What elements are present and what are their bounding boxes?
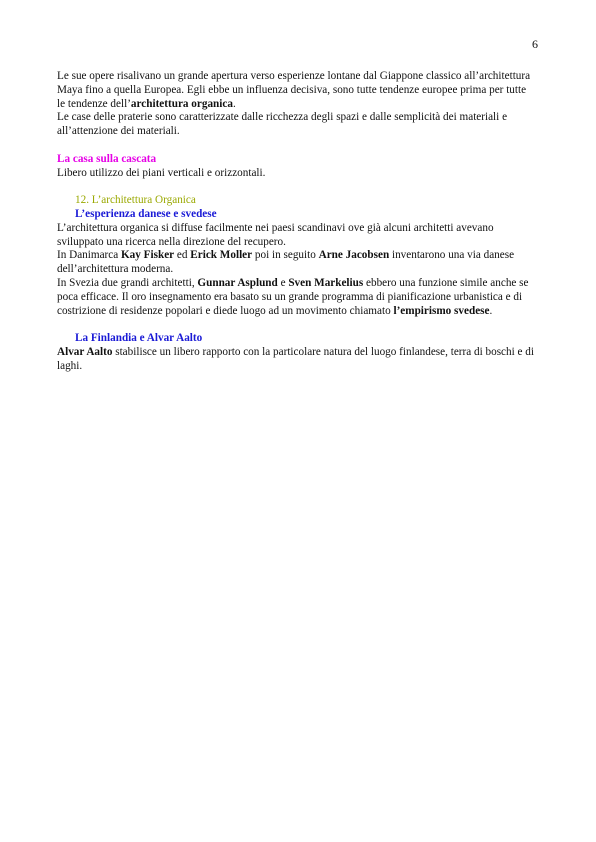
heading-finlandia-aalto: La Finlandia e Alvar Aalto [75,332,203,345]
text-run: In Svezia due grandi architetti, [57,276,198,289]
bold-term: architettura organica [130,97,233,110]
paragraph-svezia [57,277,535,318]
text-run: ed [174,249,191,262]
document-body [57,70,535,374]
text-run: inventarono una via danese dell’architettura moderna. [57,249,515,276]
paragraph-opere [57,70,535,111]
section-title: 12. L’architettura Organica [75,194,196,207]
page-number: 6 [532,37,538,51]
architect-name: Gunnar Asplund [197,276,278,289]
text-run: ebbero una funzione simile anche se poca efficace. Il oro insegnamento era basato su un grande programma di pianificazione urbanistica e di costrizione di residenze popolari e diede luogo ad un movimento chiamato [57,276,529,317]
architect-name: Sven Markelius [288,276,364,289]
architect-name: Erick Moller [190,249,253,262]
spacer [57,139,535,153]
bold-term: l’empirismo svedese [393,304,490,317]
text-run: In Danimarca [57,249,121,262]
heading-casa-cascata: La casa sulla cascata [57,152,157,165]
paragraph-danimarca [57,249,535,277]
text-run: poi in seguito [252,249,319,262]
architect-name: Alvar Aalto [57,345,113,358]
text-run: . [489,304,493,317]
text-run: Le sue opere risalivano un grande apertura verso esperienze lontane dal Giappone classico all’architettura Maya fino a quella Europea. Egli ebbe un influenza decisiva, sono tutte tendenze europee prima per tutte le tendenze dell’ [57,70,531,110]
architect-name: Kay Fisker [120,249,175,262]
text-run: stabilisce un libero rapporto con la particolare natura del luogo finlandese, terra di boschi e di laghi. [57,345,534,372]
spacer [57,180,535,194]
architect-name: Arne Jacobsen [318,249,390,262]
spacer [57,318,535,332]
text-run: e [277,276,289,289]
paragraph-aalto [57,346,535,374]
heading-danese-svedese: L’esperienza danese e svedese [75,207,217,220]
paragraph-praterie: Le case delle praterie sono caratterizzate dalle ricchezza degli spazi e dalle semplicità dei materiali e all’attenzione dei materiali. [57,111,508,138]
paragraph-scandinavia: L’architettura organica si diffuse facilmente nei paesi scandinavi ove già alcuni architetti avevano sviluppato una ricerca nella direzione del recupero. [57,221,494,248]
text-run: . [232,97,236,110]
paragraph-cascata: Libero utilizzo dei piani verticali e orizzontali. [57,166,266,179]
